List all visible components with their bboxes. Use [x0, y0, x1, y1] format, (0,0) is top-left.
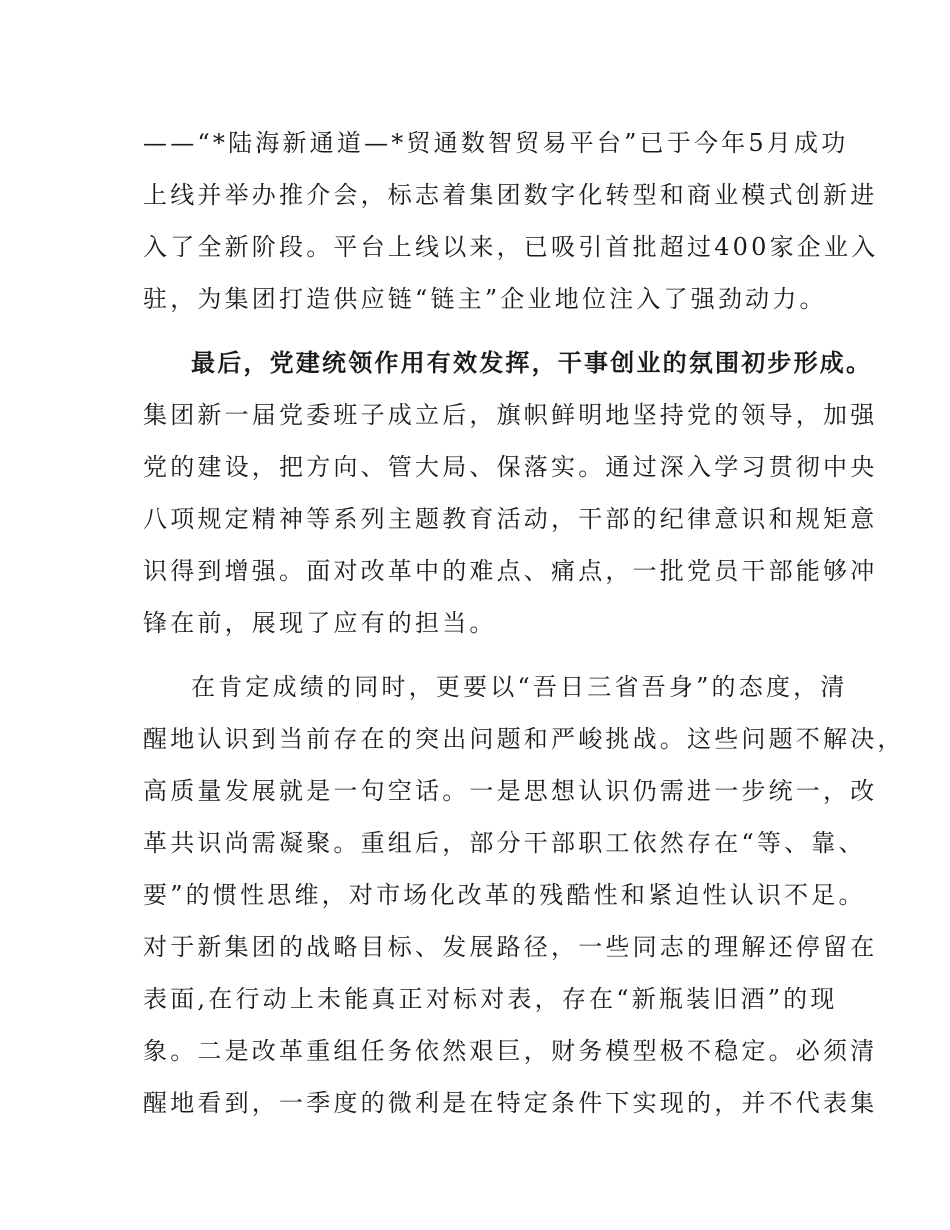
paragraph-3-line-9: 醒地看到，一季度的微利是在特定条件下实现的，并不代表集 — [143, 1089, 878, 1117]
paragraph-2-line-4: 识得到增强。面对改革中的难点、痛点，一批党员干部能够冲 — [143, 557, 878, 585]
paragraph-1-line-4: 驻，为集团打造供应链“链主”企业地位注入了强劲动力。 — [143, 285, 827, 313]
paragraph-3-line-8: 象。二是改革重组任务依然艰巨，财务模型极不稳定。必须清 — [143, 1037, 878, 1065]
paragraph-3-line-3: 高质量发展就是一句空话。一是思想认识仍需进一步统一，改 — [143, 777, 878, 805]
paragraph-3-line-6: 对于新集团的战略目标、发展路径，一些同志的理解还停留在 — [143, 933, 878, 961]
paragraph-1-line-1: ——“*陆海新通道—*贸通数智贸易平台”已于今年5月成功 — [143, 129, 849, 157]
paragraph-2-line-5: 锋在前，展现了应有的担当。 — [143, 609, 497, 637]
paragraph-3-line-4: 革共识尚需凝聚。重组后，部分干部职工依然存在“等、靠、 — [143, 829, 866, 857]
paragraph-2-line-2: 党的建设，把方向、管大局、保落实。通过深入学习贯彻中央 — [143, 453, 878, 481]
paragraph-3-line-5: 要”的惯性思维，对市场化改革的残酷性和紧迫性认识不足。 — [143, 881, 866, 909]
paragraph-1-line-3: 入了全新阶段。平台上线以来，已吸引首批超过400家企业入 — [143, 233, 879, 261]
paragraph-3-line-7: 表面,在行动上未能真正对标对表，存在“新瓶装旧酒”的现 — [143, 985, 838, 1013]
paragraph-2-heading: 最后，党建统领作用有效发挥，干事创业的氛围初步形成。 — [191, 349, 873, 377]
paragraph-3-line-2: 醒地认识到当前存在的突出问题和严峻挑战。这些问题不解决， — [143, 725, 905, 753]
paragraph-2-line-1: 集团新一届党委班子成立后，旗帜鲜明地坚持党的领导，加强 — [143, 401, 878, 429]
paragraph-1-line-2: 上线并举办推介会，标志着集团数字化转型和商业模式创新进 — [143, 181, 878, 209]
paragraph-2-line-3: 八项规定精神等系列主题教育活动，干部的纪律意识和规矩意 — [143, 505, 878, 533]
paragraph-3-line-1: 在肯定成绩的同时，更要以“吾日三省吾身”的态度，清 — [191, 673, 848, 701]
